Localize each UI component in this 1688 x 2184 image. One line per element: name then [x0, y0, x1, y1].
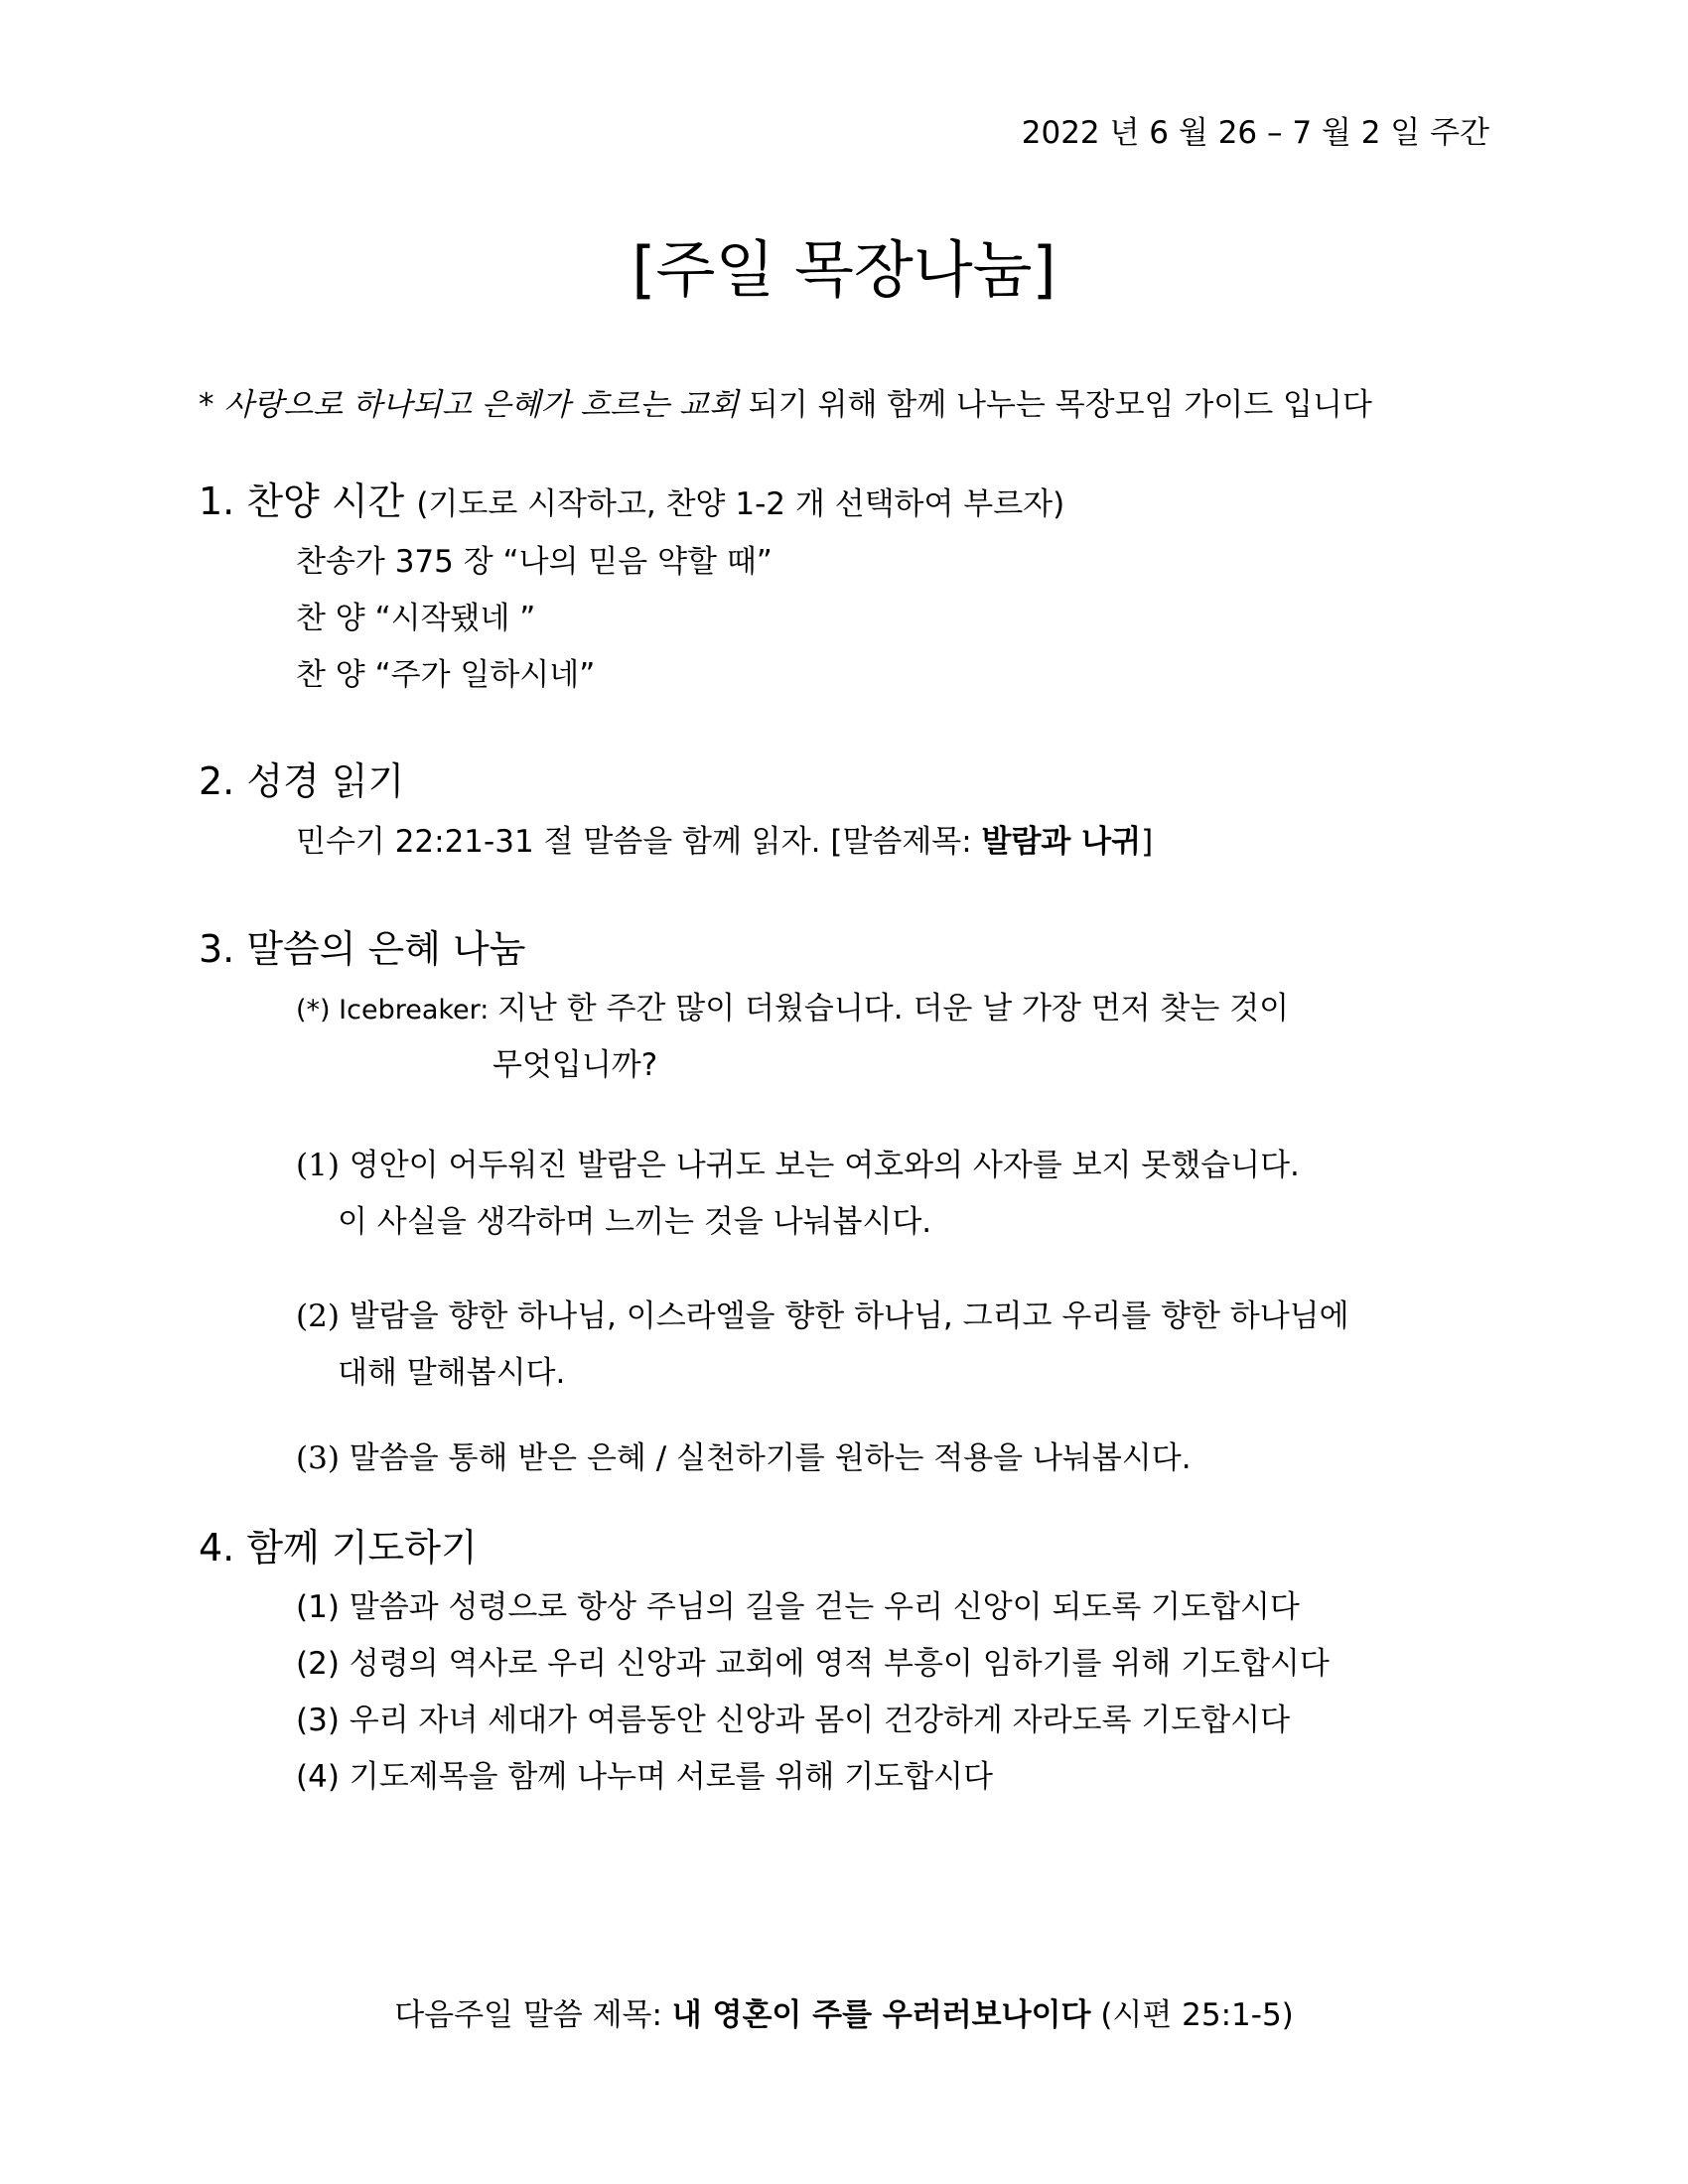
week-date: 2022 년 6 월 26 – 7 월 2 일 주간: [1021, 115, 1489, 151]
question-text: 말씀을 통해 받은 은혜 / 실천하기를 원하는 적용을 나눠봅시다.: [339, 1440, 1192, 1476]
reading-text: 민수기 22:21-31 절 말씀을 함께 읽자. [말씀제목:: [296, 824, 982, 860]
question-2-cont: 대해 말해봅시다.: [338, 1355, 566, 1391]
prayer-item: (4) 기도제목을 함께 나누며 서로를 위해 기도합시다: [296, 1759, 993, 1795]
question-number: (3): [296, 1440, 340, 1476]
prayer-item: (2) 성령의 역사로 우리 신앙과 교회에 영적 부흥이 임하기를 위해 기도합시다: [296, 1646, 1330, 1682]
question-text: 발람을 향한 하나님, 이스라엘을 향한 하나님, 그리고 우리를 향한 하나님에: [339, 1298, 1349, 1334]
section-1-subtitle: (기도로 시작하고, 찬양 1-2 개 선택하여 부르자): [416, 486, 1065, 522]
next-sermon-label: 다음주일 말씀 제목:: [394, 1997, 672, 2033]
reading-line: [296, 816, 1153, 861]
question-number: (2): [296, 1298, 340, 1334]
section-3-heading: 3. 말씀의 은혜 나눔: [199, 927, 526, 971]
praise-item: 찬 양 “시작됐네 ”: [296, 601, 536, 636]
reading-close: ]: [1141, 824, 1154, 860]
section-1-heading: [199, 471, 1064, 525]
section-2-heading: 2. 성경 읽기: [199, 759, 405, 803]
icebreaker-question-cont: 무엇입니까?: [492, 1047, 658, 1083]
next-sermon-ref: (시편 25:1-5): [1090, 1997, 1294, 2033]
praise-item: 찬 양 “주가 일하시네”: [296, 657, 596, 693]
question-number: (1): [296, 1148, 340, 1183]
next-sermon-title: 내 영혼이 주를 우러러보나이다: [671, 1997, 1091, 2033]
next-sermon: [0, 1989, 1688, 2034]
sermon-title: 발람과 나귀: [981, 824, 1142, 860]
section-1-title: 1. 찬양 시간: [199, 479, 417, 523]
question-1-cont: 이 사실을 생각하며 느끼는 것을 나눠봅시다.: [338, 1204, 932, 1240]
question-2: [296, 1291, 1349, 1335]
icebreaker-question: 지난 한 주간 많이 더웠습니다. 더운 날 가장 먼저 찾는 것이: [496, 991, 1290, 1026]
intro-text: [199, 379, 1372, 424]
page-title: [주일 목장나눔]: [632, 233, 1056, 306]
question-text: 영안이 어두워진 발람은 나귀도 보는 여호와의 사자를 보지 못했습니다.: [339, 1148, 1300, 1183]
prayer-item: (3) 우리 자녀 세대가 여름동안 신앙과 몸이 건강하게 자라도록 기도합시다: [296, 1703, 1291, 1738]
icebreaker-line: [296, 983, 1289, 1027]
question-1: [296, 1140, 1300, 1184]
section-4-heading: 4. 함께 기도하기: [199, 1526, 478, 1570]
prayer-item: (1) 말씀과 성령으로 항상 주님의 길을 걷는 우리 신앙이 되도록 기도합시다: [296, 1589, 1300, 1625]
question-3: [296, 1433, 1192, 1477]
icebreaker-label: (*) Icebreaker:: [296, 995, 497, 1025]
intro-italic: 사랑으로 하나되고 은혜가 흐르는 교회: [223, 387, 739, 423]
intro-prefix: *: [199, 387, 224, 423]
intro-rest: 되기 위해 함께 나누는 목장모임 가이드 입니다: [738, 387, 1372, 423]
hymn-item: 찬송가 375 장 “나의 믿음 약할 때”: [296, 544, 773, 580]
